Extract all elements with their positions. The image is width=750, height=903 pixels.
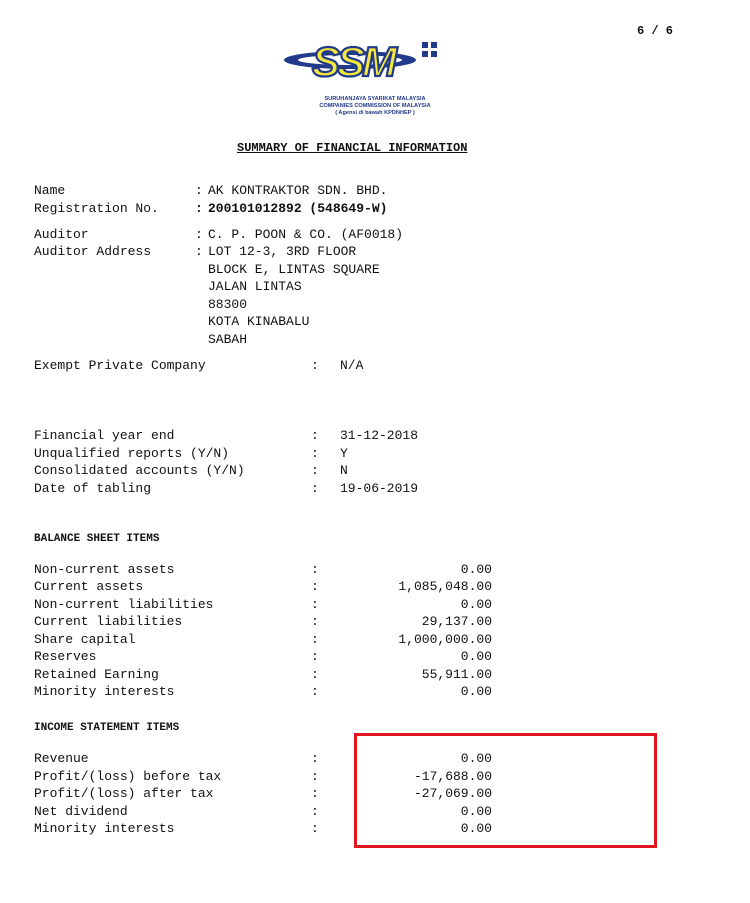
consolidated-value: N (340, 463, 348, 478)
exempt-colon: : (311, 358, 319, 373)
is-row-label: Profit/(loss) before tax (34, 769, 222, 784)
unqualified-label: Unqualified reports (Y/N) (34, 446, 230, 461)
bs-row-label: Retained Earning (34, 667, 159, 682)
bs-row-label: Reserves (34, 649, 97, 664)
is-row-value: 0.00 (460, 751, 492, 766)
tabling-colon: : (311, 481, 319, 496)
consolidated-colon: : (311, 463, 319, 478)
is-row-value: -17,688.00 (413, 769, 492, 784)
name-label: Name (34, 183, 66, 198)
bs-row-label: Current liabilities (34, 614, 183, 629)
bs-row-label: Current assets (34, 579, 144, 594)
is-row-colon: : (311, 751, 319, 766)
svg-text:SSM: SSM (312, 38, 395, 85)
unqualified-colon: : (311, 446, 319, 461)
exempt-label: Exempt Private Company (34, 358, 206, 373)
is-row-label: Profit/(loss) after tax (34, 786, 214, 801)
bs-row-colon: : (311, 649, 319, 664)
bs-row-value: 29,137.00 (421, 614, 492, 629)
balance-sheet-heading: BALANCE SHEET ITEMS (34, 533, 160, 545)
org-agency-note: ( Agensi di bawah KPDNHEP ) (335, 110, 415, 116)
ssm-logo (282, 30, 448, 94)
bs-row-value: 0.00 (460, 684, 492, 699)
org-name-english: COMPANIES COMMISSION OF MALAYSIA (319, 103, 431, 109)
bs-row-value: 1,085,048.00 (398, 579, 492, 594)
address-line: SABAH (208, 332, 248, 347)
bs-row-colon: : (311, 597, 319, 612)
is-row-colon: : (311, 769, 319, 784)
address-line: 88300 (208, 297, 248, 312)
reg-value: 200101012892 (548649-W) (208, 201, 388, 216)
bs-row-value: 1,000,000.00 (398, 632, 492, 647)
bs-row-colon: : (311, 562, 319, 577)
bs-row-value: 0.00 (460, 562, 492, 577)
address-line: BLOCK E, LINTAS SQUARE (208, 262, 380, 277)
bs-row-colon: : (311, 684, 319, 699)
address-line: KOTA KINABALU (208, 314, 310, 329)
org-name-malay: SURUHANJAYA SYARIKAT MALAYSIA (324, 96, 426, 102)
address-label: Auditor Address (34, 244, 152, 259)
is-row-label: Net dividend (34, 804, 128, 819)
income-statement-heading: INCOME STATEMENT ITEMS (34, 722, 180, 734)
auditor-value: C. P. POON & CO. (AF0018) (208, 227, 404, 242)
bs-row-label: Non-current assets (34, 562, 175, 577)
bs-row-colon: : (311, 614, 319, 629)
address-colon: : (195, 244, 203, 259)
name-value: AK KONTRAKTOR SDN. BHD. (208, 183, 388, 198)
name-colon: : (195, 183, 203, 198)
fye-value: 31-12-2018 (340, 428, 419, 443)
bs-row-value: 0.00 (460, 649, 492, 664)
auditor-colon: : (195, 227, 203, 242)
auditor-label: Auditor (34, 227, 89, 242)
bs-row-value: 55,911.00 (421, 667, 492, 682)
is-row-value: 0.00 (460, 821, 492, 836)
fye-label: Financial year end (34, 428, 175, 443)
exempt-value: N/A (340, 358, 364, 373)
bs-row-value: 0.00 (460, 597, 492, 612)
bs-row-label: Share capital (34, 632, 136, 647)
reg-label: Registration No. (34, 201, 159, 216)
is-row-colon: : (311, 786, 319, 801)
fye-colon: : (311, 428, 319, 443)
is-row-label: Minority interests (34, 821, 175, 836)
bs-row-colon: : (311, 579, 319, 594)
page-title: SUMMARY OF FINANCIAL INFORMATION (237, 141, 468, 155)
is-row-label: Revenue (34, 751, 89, 766)
is-row-value: 0.00 (460, 804, 492, 819)
is-row-value: -27,069.00 (413, 786, 492, 801)
address-line: LOT 12-3, 3RD FLOOR (208, 244, 357, 259)
highlight-box (354, 733, 657, 848)
consolidated-label: Consolidated accounts (Y/N) (34, 463, 245, 478)
address-line: JALAN LINTAS (208, 279, 302, 294)
is-row-colon: : (311, 821, 319, 836)
tabling-label: Date of tabling (34, 481, 152, 496)
bs-row-label: Minority interests (34, 684, 175, 699)
bs-row-label: Non-current liabilities (34, 597, 214, 612)
unqualified-value: Y (340, 446, 348, 461)
reg-colon: : (195, 201, 203, 216)
is-row-colon: : (311, 804, 319, 819)
bs-row-colon: : (311, 632, 319, 647)
tabling-value: 19-06-2019 (340, 481, 419, 496)
bs-row-colon: : (311, 667, 319, 682)
page-number: 6 / 6 (637, 24, 674, 38)
